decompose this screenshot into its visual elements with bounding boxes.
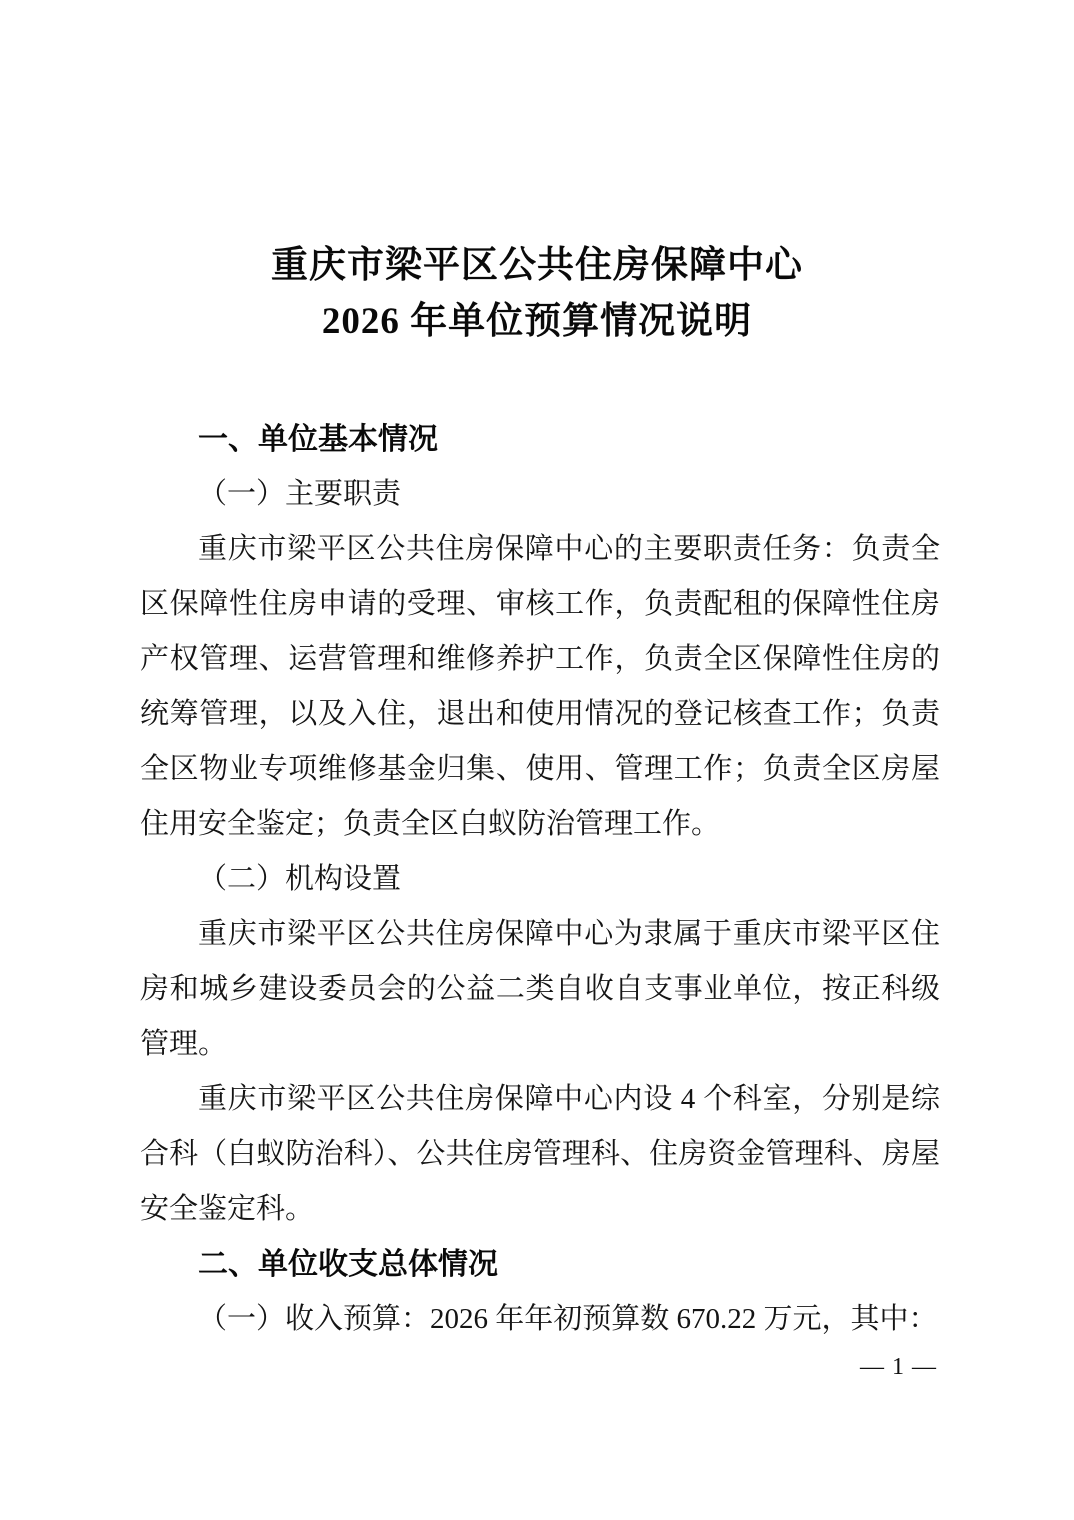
paragraph-affiliation: 重庆市梁平区公共住房保障中心为隶属于重庆市梁平区住房和城乡建设委员会的公益二类自收自支事业单位，按正科级管理。 [140, 918, 940, 1060]
section-1-subheading-duties: （一）主要职责 [198, 478, 402, 510]
paragraph-main-duties: 重庆市梁平区公共住房保障中心的主要职责任务：负责全区保障性住房申请的受理、审核工作，负责配租的保障性住房产权管理、运营管理和维修养护工作，负责全区保障性住房的统筹管理，以及入住，退出和使用情况的登记核查工作；负责全区物业专项维修基金归集、使用、管理工作；负责全区房屋住用安全鉴定；负责全区白蚁防治管理工作。 [140, 533, 940, 840]
paragraph-departments: 重庆市梁平区公共住房保障中心内设 4 个科室，分别是综合科（白蚁防治科）、公共住房管理科、住房资金管理科、房屋安全鉴定科。 [140, 1083, 940, 1225]
title-line-2: 2026 年单位预算情况说明 [321, 301, 753, 342]
section-2-subheading-income-budget: （一）收入预算：2026 年年初预算数 670.22 万元，其中： [198, 1303, 938, 1335]
title-line-1: 重庆市梁平区公共住房保障中心 [271, 245, 803, 286]
section-2-heading: 二、单位收支总体情况 [198, 1248, 498, 1281]
document-body [140, 412, 940, 1347]
document-title [0, 0, 1074, 350]
page-number: — 1 — [860, 1354, 937, 1380]
section-1-heading: 一、单位基本情况 [198, 423, 438, 456]
section-1-subheading-structure: （二）机构设置 [198, 863, 402, 895]
